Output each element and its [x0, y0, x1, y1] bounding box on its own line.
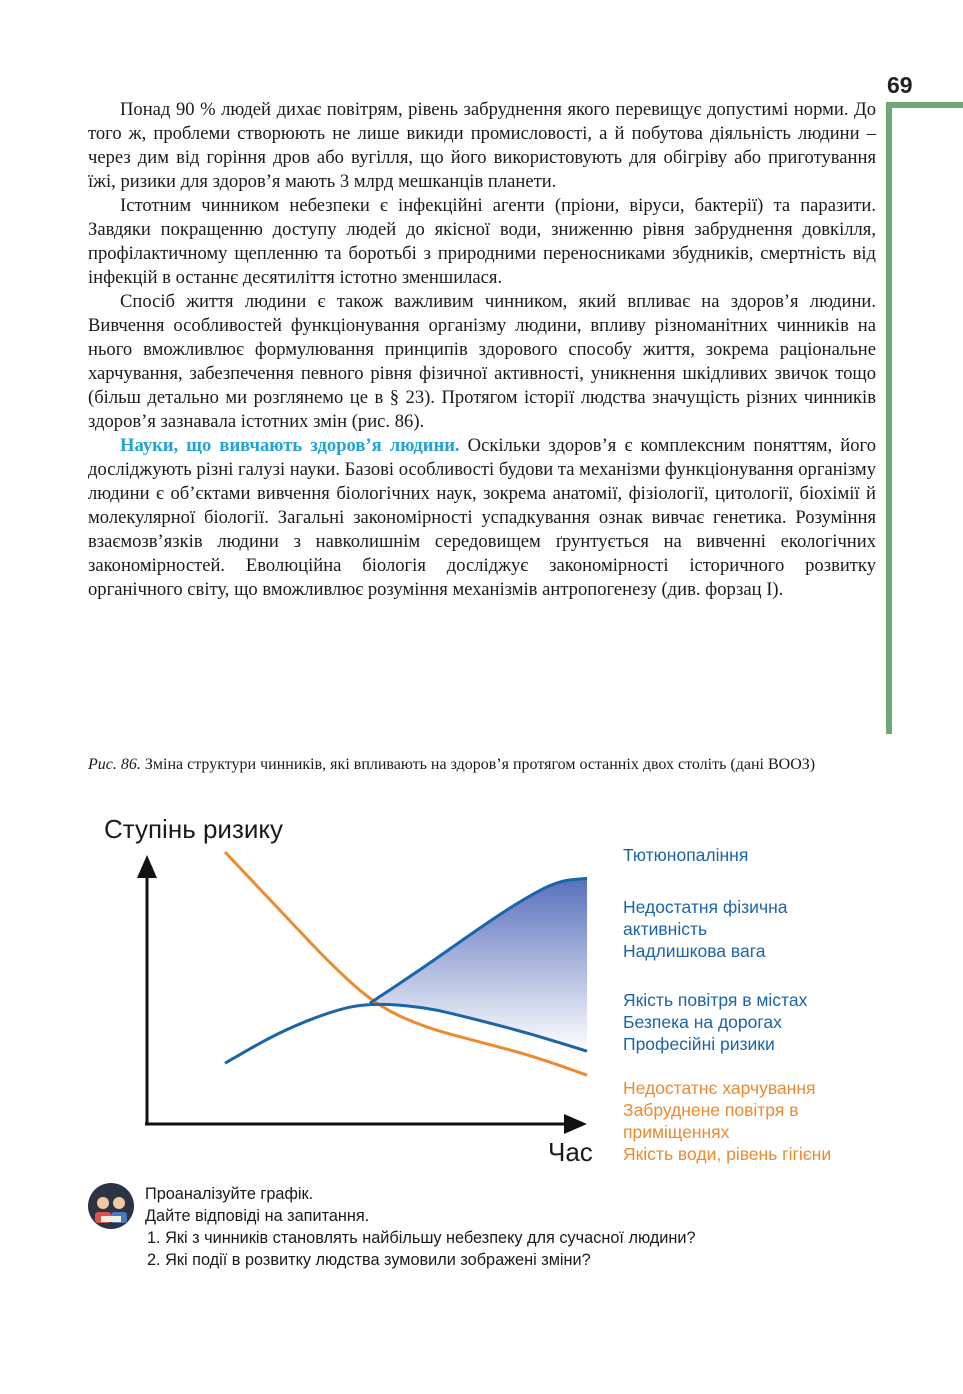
legend-entry: Надлишкова вага: [623, 941, 766, 961]
task-intro: Дайте відповіді на запитання.: [145, 1207, 370, 1225]
risk-area: [370, 878, 587, 1051]
legend-entry: Якість повітря в містах: [623, 990, 808, 1010]
legend-entry: Безпека на дорогах: [623, 1012, 782, 1032]
legend-entry: Якість води, рівень гігієни: [623, 1144, 832, 1164]
legend-group: [623, 844, 831, 866]
body-text: [88, 98, 876, 602]
margin-bar: [886, 102, 892, 734]
margin-bar-top: [886, 102, 963, 108]
task-question: 1. Які з чинників становлять найбільшу небезпеку для сучасної людини?: [147, 1229, 696, 1247]
legend-entry: Професійні ризики: [623, 1034, 775, 1054]
legend-entry: Недостатня фізична: [623, 897, 788, 917]
page-number: 69: [887, 72, 913, 98]
paragraph: Спосіб життя людини є також важливим чинником, який впливає на здоров’я людини. Вивчення особливостей функціонування організму людини, впливу різноманітних чинників на нього вможливлює формулювання принципів здорового способу життя, зокрема раціональне харчування, забезпечення певного рівня фізичної активності, уникнення шкідливих звичок тощо (більш детально ми розглянемо це в § 23). Протягом історії людства значущість різних чинників здоров’я зазнавала істотних змін (рис. 86).: [88, 291, 876, 432]
task-question: 2. Які події в розвитку людства зумовили зображені зміни?: [147, 1251, 591, 1269]
legend-entry: Тютюнопаління: [623, 845, 749, 865]
section-text: Оскільки здоров’я є комплексним поняттям, його досліджують різні галузі науки. Базові особливості будови та механізми функціонування організму людини є об’єктами вивчення біологічних наук, зокрема анатомії, фізіології, цитології, біохімії й молекулярної біології. Загальні закономірності успадкування ознак вивчає генетика. Розуміння взаємозв’язків людини з навколишнім середовищем ґрунтується на вивченні екологічних закономірностей. Еволюційна біологія досліджує закономірності історичного розвитку органічного світу, що вможливлює розуміння механізмів антропогенезу (див. форзац І).: [88, 435, 876, 600]
figure-label: Рис. 86.: [88, 756, 141, 773]
figure-caption-text: Зміна структури чинників, які впливають на здоров’я протягом останніх двох століть (дані ВООЗ): [140, 756, 816, 773]
section-heading: Науки, що вивчають здоров’я людини.: [120, 435, 460, 456]
x-axis-arrow: [564, 1114, 587, 1134]
chart-legend: [623, 844, 831, 1165]
figure-caption: [88, 754, 876, 775]
legend-entry: Недостатнє харчування: [623, 1078, 816, 1098]
students-icon: [88, 1183, 134, 1229]
plot-area: [225, 852, 587, 1075]
task-block: [145, 1183, 696, 1271]
legend-group: [623, 1077, 831, 1165]
paragraph: Понад 90 % людей дихає повітрям, рівень забруднення якого перевищує допустимі норми. До того ж, проблеми створюють не лише викиди промисловості, а й побутова діяльність людини – через дим від горіння дров або вугілля, що його використовують для обігріву або приготування їжі, ризики для здоров’я мають 3 млрд мешканців планети.: [88, 99, 876, 192]
chart-ylabel: Ступінь ризику: [104, 814, 284, 844]
chart-xlabel: Час: [548, 1137, 593, 1167]
legend-entry: Забруднене повітря в: [623, 1100, 799, 1120]
paragraph-section: [88, 434, 876, 602]
task-intro: Проаналізуйте графік.: [145, 1185, 314, 1203]
legend-group: [623, 989, 831, 1055]
y-axis-arrow: [137, 855, 157, 878]
paragraph: Істотним чинником небезпеки є інфекційні агенти (пріони, віруси, бактерії) та паразити. Завдяки покращенню доступу людей до якісної води, зниженню рівня забруднення довкілля, профілактичному щепленню та боротьбі з природними переносниками збудників, смертність від інфекцій в останнє десятиліття істотно зменшилася.: [88, 195, 876, 288]
legend-entry: приміщеннях: [623, 1122, 730, 1142]
legend-entry: активність: [623, 919, 708, 939]
legend-group: [623, 896, 831, 962]
